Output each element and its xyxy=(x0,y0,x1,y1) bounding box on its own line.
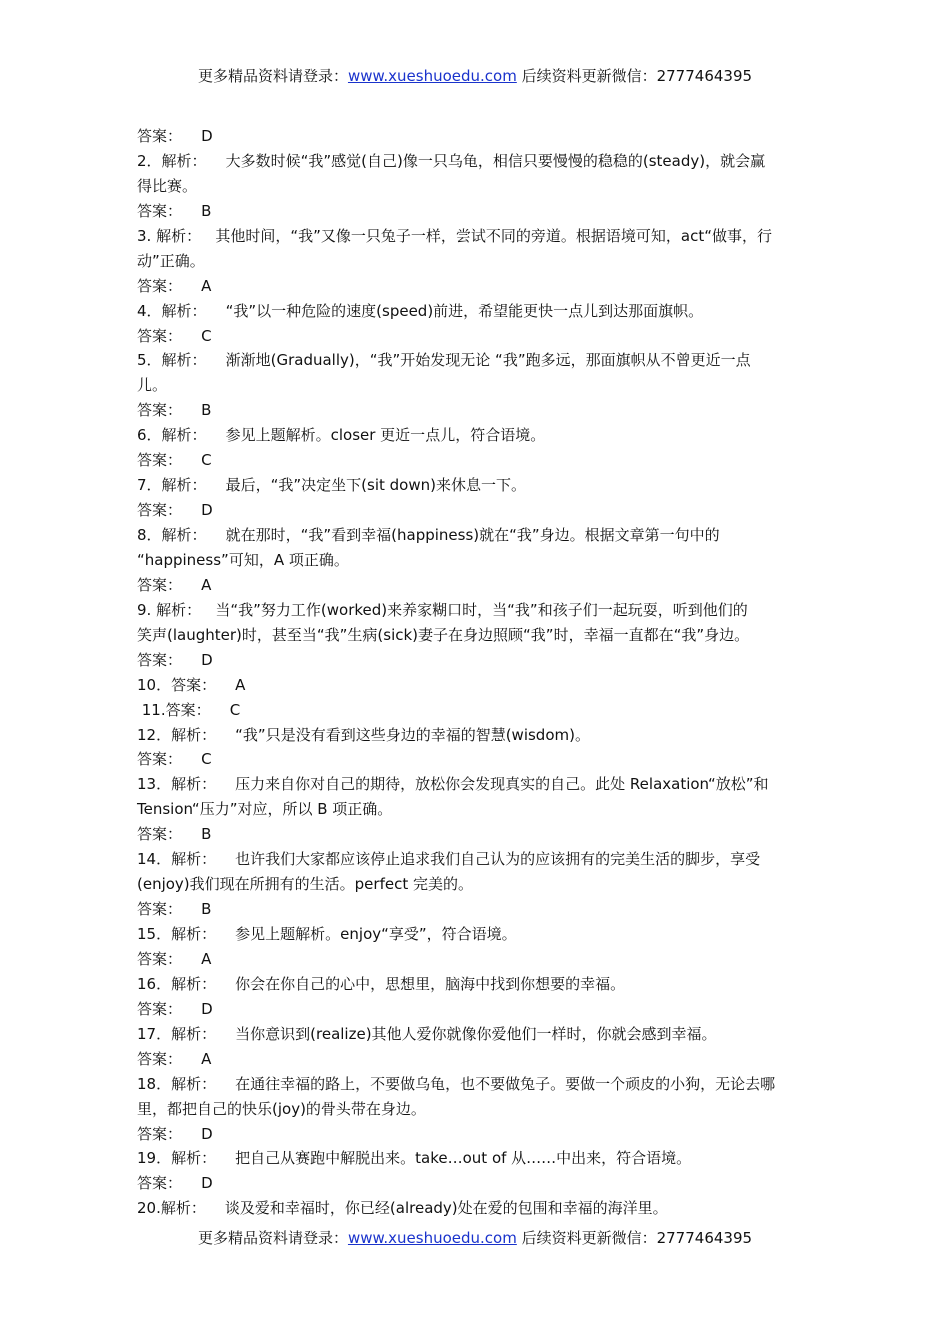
footer-prefix: 更多精品资料请登录： xyxy=(197,1229,348,1247)
text-line: 答案： B xyxy=(137,201,212,220)
text-line: 答案： D xyxy=(137,1174,213,1193)
text-line: 得比赛。 xyxy=(137,176,198,195)
text-line: 16．解析： 你会在你自己的心中，思想里，脑海中找到你想要的幸福。 xyxy=(137,974,626,993)
text-line: 答案： B xyxy=(137,900,212,919)
text-line: 17．解析： 当你意识到(realize)其他人爱你就像你爱他们一样时，你就会感到幸福。 xyxy=(137,1024,717,1043)
header-suffix: 后续资料更新微信：2777464395 xyxy=(516,67,753,85)
text-line: 18．解析： 在通往幸福的路上，不要做乌龟，也不要做兔子。要做一个顽皮的小狗，无论去哪 xyxy=(137,1074,776,1093)
text-line: 答案： C xyxy=(137,750,212,769)
text-line: 20.解析： 谈及爱和幸福时，你已经(already)处在爱的包围和幸福的海洋里。 xyxy=(137,1199,668,1218)
text-line: 笑声(laughter)时，甚至当“我”生病(sick)妻子在身边照顾“我”时，幸福一直都在“我”身边。 xyxy=(137,625,750,644)
text-line: 8．解析： 就在那时，“我”看到幸福(happiness)就在“我”身边。根据文章第一句中的 xyxy=(137,526,720,544)
text-line: 答案： C xyxy=(137,451,212,470)
website-link[interactable]: www.xueshuoedu.com xyxy=(347,1229,517,1247)
text-line: 5．解析： 渐渐地(Gradually)，“我”开始发现无论 “我”跑多远，那面旗帜从不曾更近一点 xyxy=(137,351,751,370)
text-line: Tension“压力”对应，所以 B 项正确。 xyxy=(137,800,393,819)
text-line: 13．解析： 压力来自你对自己的期待，放松你会发现真实的自己。此处 Relaxation“放松”和 xyxy=(137,775,769,794)
text-line: 答案： B xyxy=(137,401,212,420)
text-line: 答案： B xyxy=(137,825,212,844)
text-line: 儿。 xyxy=(137,376,168,395)
text-line: 答案： D xyxy=(137,127,213,145)
text-line: “happiness”可知，A 项正确。 xyxy=(137,550,349,569)
header-prefix: 更多精品资料请登录： xyxy=(197,67,348,85)
text-line: 2．解析： 大多数时候“我”感觉(自己)像一只乌龟，相信只要慢慢的稳稳的(steady)，就会赢 xyxy=(137,151,766,170)
text-line: 11.答案： C xyxy=(137,700,241,719)
text-line: 答案： D xyxy=(137,501,213,520)
text-line: 答案： C xyxy=(137,326,212,345)
text-line: 动”正确。 xyxy=(137,251,205,270)
page-footer xyxy=(0,1228,950,1248)
text-line: 4．解析： “我”以一种危险的速度(speed)前进，希望能更快一点儿到达那面旗帜。 xyxy=(137,301,704,320)
text-line: 答案： D xyxy=(137,1124,213,1143)
website-link[interactable]: www.xueshuoedu.com xyxy=(347,67,517,85)
text-line: 14．解析： 也许我们大家都应该停止追求我们自己认为的应该拥有的完美生活的脚步，享受 xyxy=(137,850,761,869)
text-line: 7．解析： 最后，“我”决定坐下(sit down)来休息一下。 xyxy=(137,476,526,495)
text-line: 9. 解析： 当“我”努力工作(worked)来养家糊口时，当“我”和孩子们一起玩耍，听到他们的 xyxy=(137,600,748,619)
text-line: 12．解析： “我”只是没有看到这些身边的幸福的智慧(wisdom)。 xyxy=(137,725,590,744)
text-line: 10．答案： A xyxy=(137,675,246,694)
page-header xyxy=(0,66,950,86)
text-line: 答案： A xyxy=(137,276,212,295)
footer-suffix: 后续资料更新微信：2777464395 xyxy=(516,1229,753,1247)
text-line: 19．解析： 把自己从赛跑中解脱出来。take…out of 从……中出来，符合语境。 xyxy=(137,1149,692,1168)
text-line: 答案： A xyxy=(137,1049,212,1068)
text-line: 里，都把自己的快乐(joy)的骨头带在身边。 xyxy=(137,1099,426,1118)
answer-analysis-text xyxy=(137,124,827,1221)
text-line: 答案： A xyxy=(137,575,212,594)
text-line: (enjoy)我们现在所拥有的生活。perfect 完美的。 xyxy=(137,875,473,894)
text-line: 3. 解析： 其他时间，“我”又像一只兔子一样，尝试不同的旁道。根据语境可知，act“做事，行 xyxy=(137,226,773,245)
text-line: 答案： A xyxy=(137,949,212,968)
text-line: 6．解析： 参见上题解析。closer 更近一点儿，符合语境。 xyxy=(137,426,546,445)
text-line: 答案： D xyxy=(137,999,213,1018)
text-line: 15．解析： 参见上题解析。enjoy“享受”，符合语境。 xyxy=(137,925,517,943)
text-line: 答案： D xyxy=(137,650,213,669)
